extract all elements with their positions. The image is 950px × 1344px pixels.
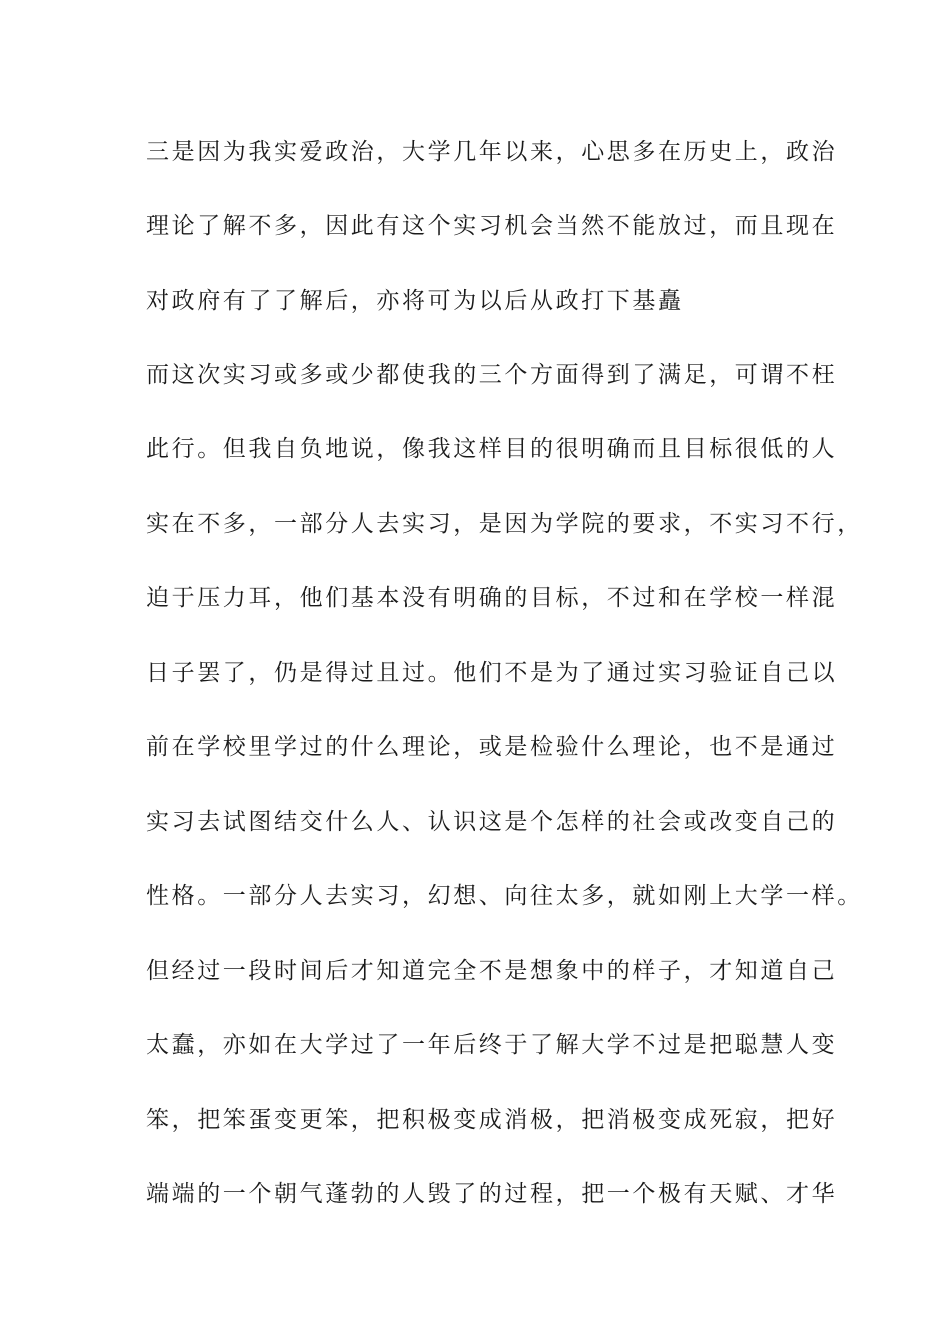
text-line: 实习去试图结交什么人、认识这是个怎样的社会或改变自己的 (146, 809, 838, 835)
text-line: 前在学校里学过的什么理论，或是检验什么理论，也不是通过 (146, 734, 838, 760)
text-line: 理论了解不多，因此有这个实习机会当然不能放过，而且现在 (146, 213, 838, 239)
text-line: 但经过一段时间后才知道完全不是想象中的样子，才知道自己 (146, 958, 838, 984)
text-line: 实在不多，一部分人去实习，是因为学院的要求，不实习不行， (146, 511, 863, 537)
text-line: 而这次实习或多或少都使我的三个方面得到了满足，可谓不枉 (146, 362, 838, 388)
text-line: 迫于压力耳，他们基本没有明确的目标，不过和在学校一样混 (146, 585, 838, 611)
text-line: 日子罢了，仍是得过且过。他们不是为了通过实习验证自己以 (146, 660, 838, 686)
text-line: 三是因为我实爱政治，大学几年以来，心思多在历史上，政治 (146, 139, 838, 165)
text-line: 笨，把笨蛋变更笨，把积极变成消极，把消极变成死寂，把好 (146, 1107, 838, 1133)
text-line: 端端的一个朝气蓬勃的人毁了的过程，把一个极有天赋、才华 (146, 1181, 838, 1207)
text-line: 对政府有了了解后，亦将可为以后从政打下基矗 (146, 288, 684, 314)
text-line: 太蠢，亦如在大学过了一年后终于了解大学不过是把聪慧人变 (146, 1032, 838, 1058)
text-line: 性格。一部分人去实习，幻想、向往太多，就如刚上大学一样。 (146, 883, 863, 909)
text-line: 此行。但我自负地说，像我这样目的很明确而且目标很低的人 (146, 436, 838, 462)
